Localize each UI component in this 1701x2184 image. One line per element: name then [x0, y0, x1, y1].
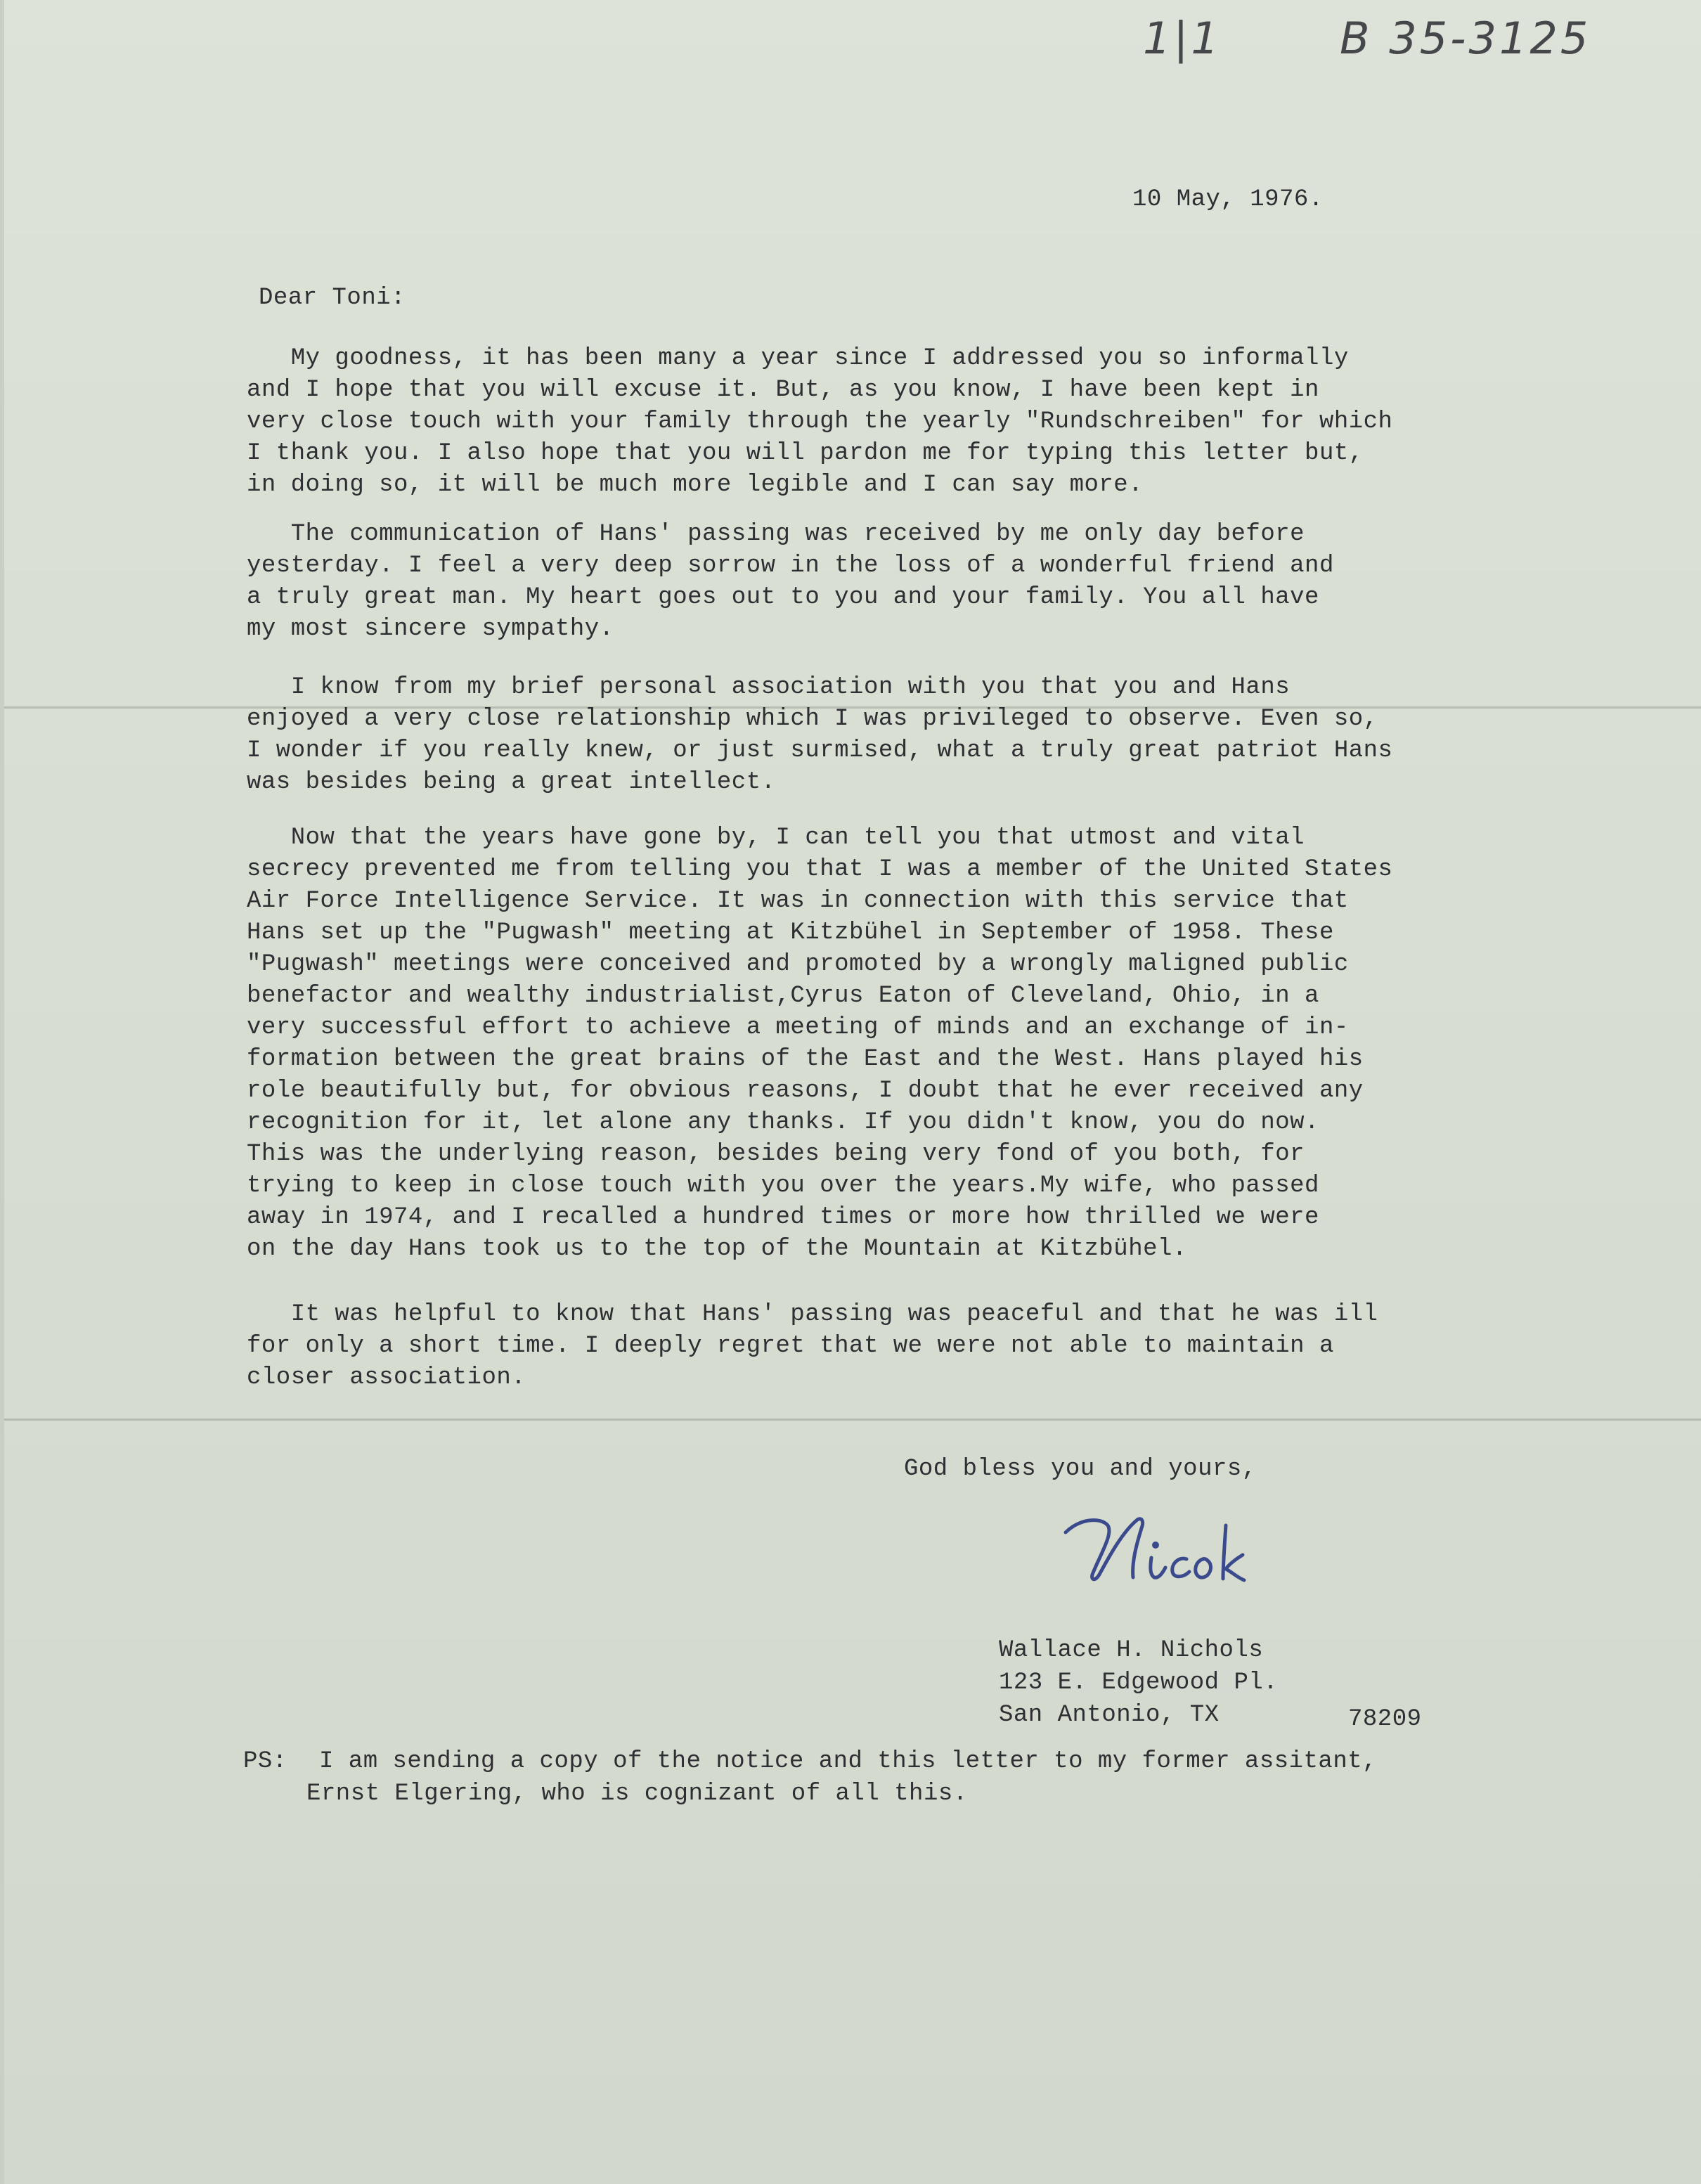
- text-line: very successful effort to achieve a meeting of minds and an exchange of in-: [247, 1014, 1349, 1041]
- postscript-line: I am sending a copy of the notice and this letter to my former assitant,: [319, 1748, 1378, 1775]
- paragraph-4: [247, 822, 1582, 1265]
- text-line: was besides being a great intellect.: [247, 769, 776, 796]
- paragraph-3: [247, 672, 1582, 799]
- archive-mark-left: 1|1: [1143, 13, 1222, 64]
- text-line: and I hope that you will excuse it. But, as you know, I have been kept in: [247, 377, 1319, 403]
- text-line: The communication of Hans' passing was received by me only day before: [247, 521, 1305, 548]
- sender-name: Wallace H. Nichols: [999, 1637, 1264, 1664]
- text-line: I know from my brief personal association with you that you and Hans: [247, 674, 1291, 701]
- text-line: secrecy prevented me from telling you that I was a member of the United States: [247, 856, 1393, 883]
- text-line: I wonder if you really knew, or just surmised, what a truly great patriot Hans: [247, 737, 1393, 764]
- closing: God bless you and yours,: [904, 1456, 1257, 1482]
- text-line: It was helpful to know that Hans' passing was peaceful and that he was ill: [247, 1301, 1378, 1328]
- text-line: "Pugwash" meetings were conceived and promoted by a wrongly maligned public: [247, 951, 1349, 978]
- handwritten-signature: [1059, 1504, 1283, 1596]
- archive-mark-right: B 35-3125: [1340, 13, 1591, 64]
- text-line: Now that the years have gone by, I can tell you that utmost and vital: [247, 825, 1305, 851]
- text-line: My goodness, it has been many a year since I addressed you so informally: [247, 345, 1349, 372]
- postscript-line: Ernst Elgering, who is cognizant of all this.: [306, 1781, 968, 1807]
- text-line: recognition for it, let alone any thanks. If you didn't know, you do now.: [247, 1109, 1319, 1136]
- paragraph-1: [247, 343, 1582, 501]
- fold-crease: [4, 1419, 1701, 1421]
- text-line: in doing so, it will be much more legible and I can say more.: [247, 472, 1144, 498]
- letter-date: 10 May, 1976.: [1132, 186, 1324, 213]
- text-line: This was the underlying reason, besides being very fond of you both, for: [247, 1141, 1305, 1168]
- text-line: my most sincere sympathy.: [247, 616, 614, 642]
- sender-street: 123 E. Edgewood Pl.: [999, 1669, 1279, 1696]
- paragraph-2: [247, 519, 1582, 645]
- salutation: Dear Toni:: [259, 285, 406, 311]
- text-line: enjoyed a very close relationship which I was privileged to observe. Even so,: [247, 706, 1378, 732]
- text-line: role beautifully but, for obvious reasons, I doubt that he ever received any: [247, 1078, 1364, 1104]
- text-line: trying to keep in close touch with you over the years.My wife, who passed: [247, 1172, 1319, 1199]
- text-line: benefactor and wealthy industrialist,Cyrus Eaton of Cleveland, Ohio, in a: [247, 983, 1319, 1009]
- sender-city: San Antonio, TX: [999, 1702, 1220, 1729]
- text-line: a truly great man. My heart goes out to you and your family. You all have: [247, 584, 1319, 611]
- paragraph-5: [247, 1299, 1582, 1394]
- sender-zip: 78209: [1348, 1706, 1422, 1733]
- text-line: on the day Hans took us to the top of the Mountain at Kitzbühel.: [247, 1236, 1187, 1262]
- text-line: Air Force Intelligence Service. It was in connection with this service that: [247, 888, 1349, 915]
- text-line: yesterday. I feel a very deep sorrow in the loss of a wonderful friend and: [247, 553, 1334, 579]
- text-line: I thank you. I also hope that you will pardon me for typing this letter but,: [247, 440, 1364, 467]
- text-line: very close touch with your family through the yearly "Rundschreiben" for which: [247, 408, 1393, 435]
- text-line: for only a short time. I deeply regret that we were not able to maintain a: [247, 1333, 1334, 1359]
- text-line: away in 1974, and I recalled a hundred times or more how thrilled we were: [247, 1204, 1319, 1231]
- postscript-label: PS:: [243, 1748, 287, 1775]
- text-line: closer association.: [247, 1364, 526, 1391]
- text-line: formation between the great brains of the East and the West. Hans played his: [247, 1046, 1364, 1073]
- text-line: Hans set up the "Pugwash" meeting at Kitzbühel in September of 1958. These: [247, 919, 1334, 946]
